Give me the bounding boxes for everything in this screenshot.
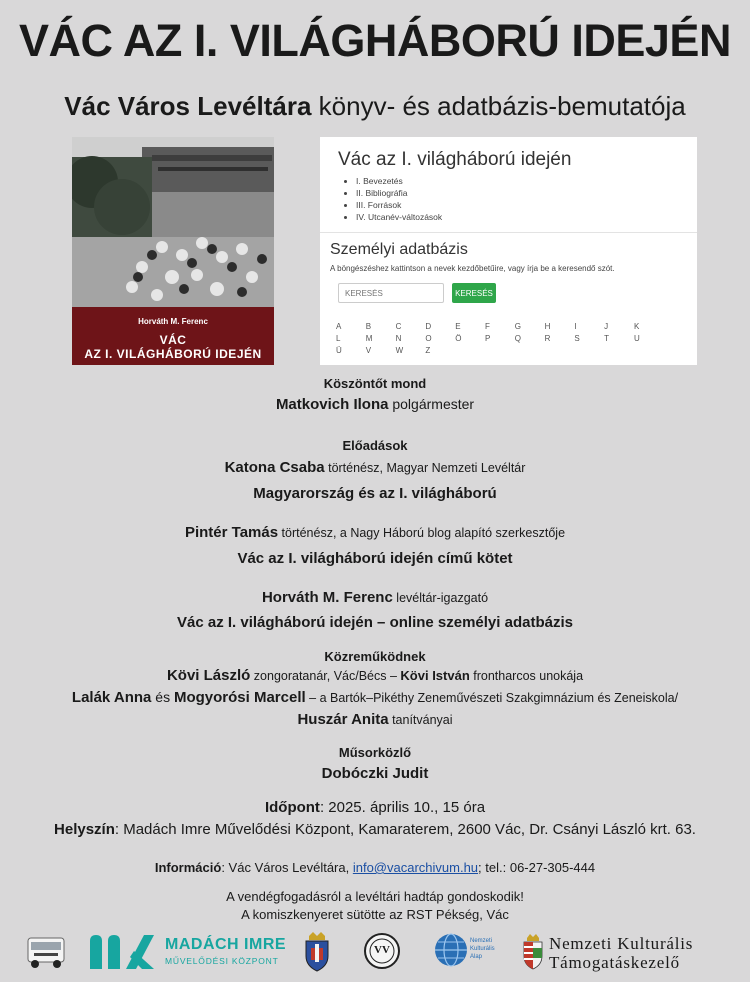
lecturer-line: [0, 589, 750, 606]
book-cover-band: [72, 307, 274, 365]
performer-line-2: [0, 689, 750, 706]
book-cover: [72, 137, 274, 365]
nka-globe-icon: [434, 933, 468, 967]
performer-line-1: [0, 667, 750, 684]
letter-link[interactable]: L: [336, 334, 341, 343]
db-section-heading: Személyi adatbázis: [330, 241, 468, 258]
madach-subtitle: MŰVELŐDÉSI KÖZPONT: [165, 956, 279, 966]
letter-link[interactable]: Ü: [336, 346, 342, 355]
performer-name: Lalák Anna: [71, 689, 152, 706]
search-button[interactable]: KERESÉS: [452, 283, 496, 303]
event-place: [0, 821, 750, 838]
subtitle-rest: könyv- és adatbázis-bemutatója: [311, 91, 686, 121]
city-coat-of-arms-icon: [303, 932, 331, 972]
performer-role: – a Bartók–Pikéthy Zeneművészeti Szakgimnázium és Zeneiskola/: [305, 691, 679, 705]
letter-link[interactable]: M: [365, 334, 373, 343]
hungarian-coat-of-arms-icon: [522, 934, 544, 970]
vv-emblem-text: VV: [374, 944, 390, 956]
letter-link[interactable]: Ö: [455, 334, 462, 343]
performer-role: frontharcos unokája: [469, 669, 584, 683]
email-link[interactable]: info@vacarchivum.hu: [352, 860, 479, 875]
subtitle-organizer: Vác Város Levéltára: [64, 91, 312, 121]
greeting-label: Köszöntőt mond: [323, 376, 427, 391]
nka-line: Nemzeti: [470, 938, 493, 944]
info-label: Információ: [154, 860, 222, 875]
search-input[interactable]: [338, 283, 444, 303]
letter-link[interactable]: C: [395, 322, 402, 331]
footer-line-1: A vendégfogadásról a levéltári hadtáp gondoskodik!: [226, 889, 524, 904]
info-text: : Vác Város Levéltára,: [221, 860, 353, 875]
time-value: : 2025. április 10., 15 óra: [319, 799, 486, 816]
nktk-name-line2: Támogatáskezelő: [549, 953, 680, 972]
performer-name: Kövi László: [166, 667, 251, 684]
db-heading: Vác az I. világháború idején: [338, 149, 572, 170]
letter-link[interactable]: Z: [425, 346, 431, 355]
performer-role: zongoratanár, Vác/Bécs –: [250, 669, 401, 683]
db-hint: A böngészéshez kattintson a nevek kezdőbetűire, vagy írja be a keresendő szót.: [330, 264, 615, 273]
madach-logo-mark: [86, 931, 158, 973]
letter-link[interactable]: R: [544, 334, 551, 343]
time-label: Időpont: [264, 799, 320, 816]
nka-line: Alap: [470, 954, 483, 960]
place-label: Helyszín: [54, 821, 115, 838]
performer-role: tanítványai: [388, 713, 453, 727]
performer-name: Huszár Anita: [297, 711, 389, 728]
db-chapter-link[interactable]: • IV. Utcanév-változások: [356, 211, 442, 223]
info-phone: ; tel.: 06-27-305-444: [478, 860, 596, 875]
db-chapter-link[interactable]: • III. Források: [356, 199, 442, 211]
letter-link[interactable]: S: [574, 334, 580, 343]
lecturer-role: történész, Magyar Nemzeti Levéltár: [324, 461, 526, 475]
performer-name: Kövi István: [400, 668, 470, 683]
letter-link[interactable]: D: [425, 322, 432, 331]
letter-link[interactable]: N: [395, 334, 402, 343]
madach-name: MADÁCH IMRE: [165, 936, 287, 953]
letter-link[interactable]: I: [574, 322, 577, 331]
letter-link[interactable]: H: [544, 322, 551, 331]
footer-line-2: A komiszkenyeret sütötte az RST Pékség, Vác: [241, 907, 509, 922]
letter-link[interactable]: K: [633, 322, 640, 331]
alphabet-index: [336, 321, 691, 357]
db-chapter-list: [356, 175, 442, 223]
nktk-name-line1: Nemzeti Kulturális: [549, 934, 694, 953]
performers-label: Közreműködnek: [324, 649, 426, 664]
poster-title: VÁC AZ I. VILÁGHÁBORÚ IDEJÉN: [19, 15, 731, 66]
place-value: : Madách Imre Művelődési Központ, Kamaraterem, 2600 Vác, Dr. Csányi László krt. 63.: [114, 821, 696, 838]
book-title-line1: VÁC: [159, 333, 187, 347]
van-icon: [26, 934, 66, 970]
db-chapter-link[interactable]: • I. Bevezetés: [356, 175, 442, 187]
lecturer-line: [0, 524, 750, 541]
lectures-label: Előadások: [342, 438, 408, 453]
performer-and: és: [151, 689, 174, 705]
greeting-role: polgármester: [388, 396, 475, 412]
performer-line-3: [0, 711, 750, 728]
host-name: Dobóczki Judit: [321, 765, 429, 782]
letter-link[interactable]: B: [365, 322, 372, 331]
lecturer-role: levéltár-igazgató: [392, 591, 489, 605]
lecture-title: Magyarország és az I. világháború: [253, 485, 497, 502]
letter-link[interactable]: T: [604, 334, 610, 343]
letter-link[interactable]: Q: [514, 334, 522, 343]
db-divider: [320, 232, 697, 233]
letter-link[interactable]: F: [484, 322, 490, 331]
performer-name: Mogyorósi Marcell: [173, 689, 306, 706]
lecturer-role: történész, a Nagy Háború blog alapító szerkesztője: [278, 526, 566, 540]
letter-link[interactable]: W: [395, 346, 404, 355]
lecturer-name: Katona Csaba: [224, 459, 325, 476]
letter-link[interactable]: A: [336, 322, 342, 331]
letter-link[interactable]: P: [484, 334, 491, 343]
lecture-title: Vác az I. világháború idején című kötet: [237, 550, 513, 567]
lecturer-name: Horváth M. Ferenc: [261, 589, 393, 606]
letter-link[interactable]: V: [365, 346, 372, 355]
greeting-line: [0, 396, 750, 413]
greeting-name: Matkovich Ilona: [275, 396, 389, 413]
info-line: [0, 860, 750, 875]
lecture-title: Vác az I. világháború idején – online személyi adatbázis: [177, 614, 573, 631]
lecturer-line: [0, 459, 750, 476]
letter-link[interactable]: E: [455, 322, 461, 331]
sponsor-logos: [0, 928, 750, 976]
letter-link[interactable]: O: [425, 334, 432, 343]
book-cover-photo: [72, 137, 274, 307]
nka-text: [470, 937, 495, 961]
event-time: [0, 799, 750, 816]
database-screenshot: [320, 137, 697, 365]
book-author: Horváth M. Ferenc: [138, 317, 208, 326]
db-chapter-link[interactable]: • II. Bibliográfia: [356, 187, 442, 199]
letter-link[interactable]: J: [604, 322, 609, 331]
letter-link[interactable]: U: [633, 334, 640, 343]
poster-subtitle: [0, 92, 750, 121]
book-title-line2: AZ I. VILÁGHÁBORÚ IDEJÉN: [84, 347, 262, 361]
lecturer-name: Pintér Tamás: [184, 524, 279, 541]
host-label: Műsorközlő: [338, 745, 412, 760]
nka-line: Kulturális: [470, 946, 495, 952]
letter-link[interactable]: G: [514, 322, 522, 331]
